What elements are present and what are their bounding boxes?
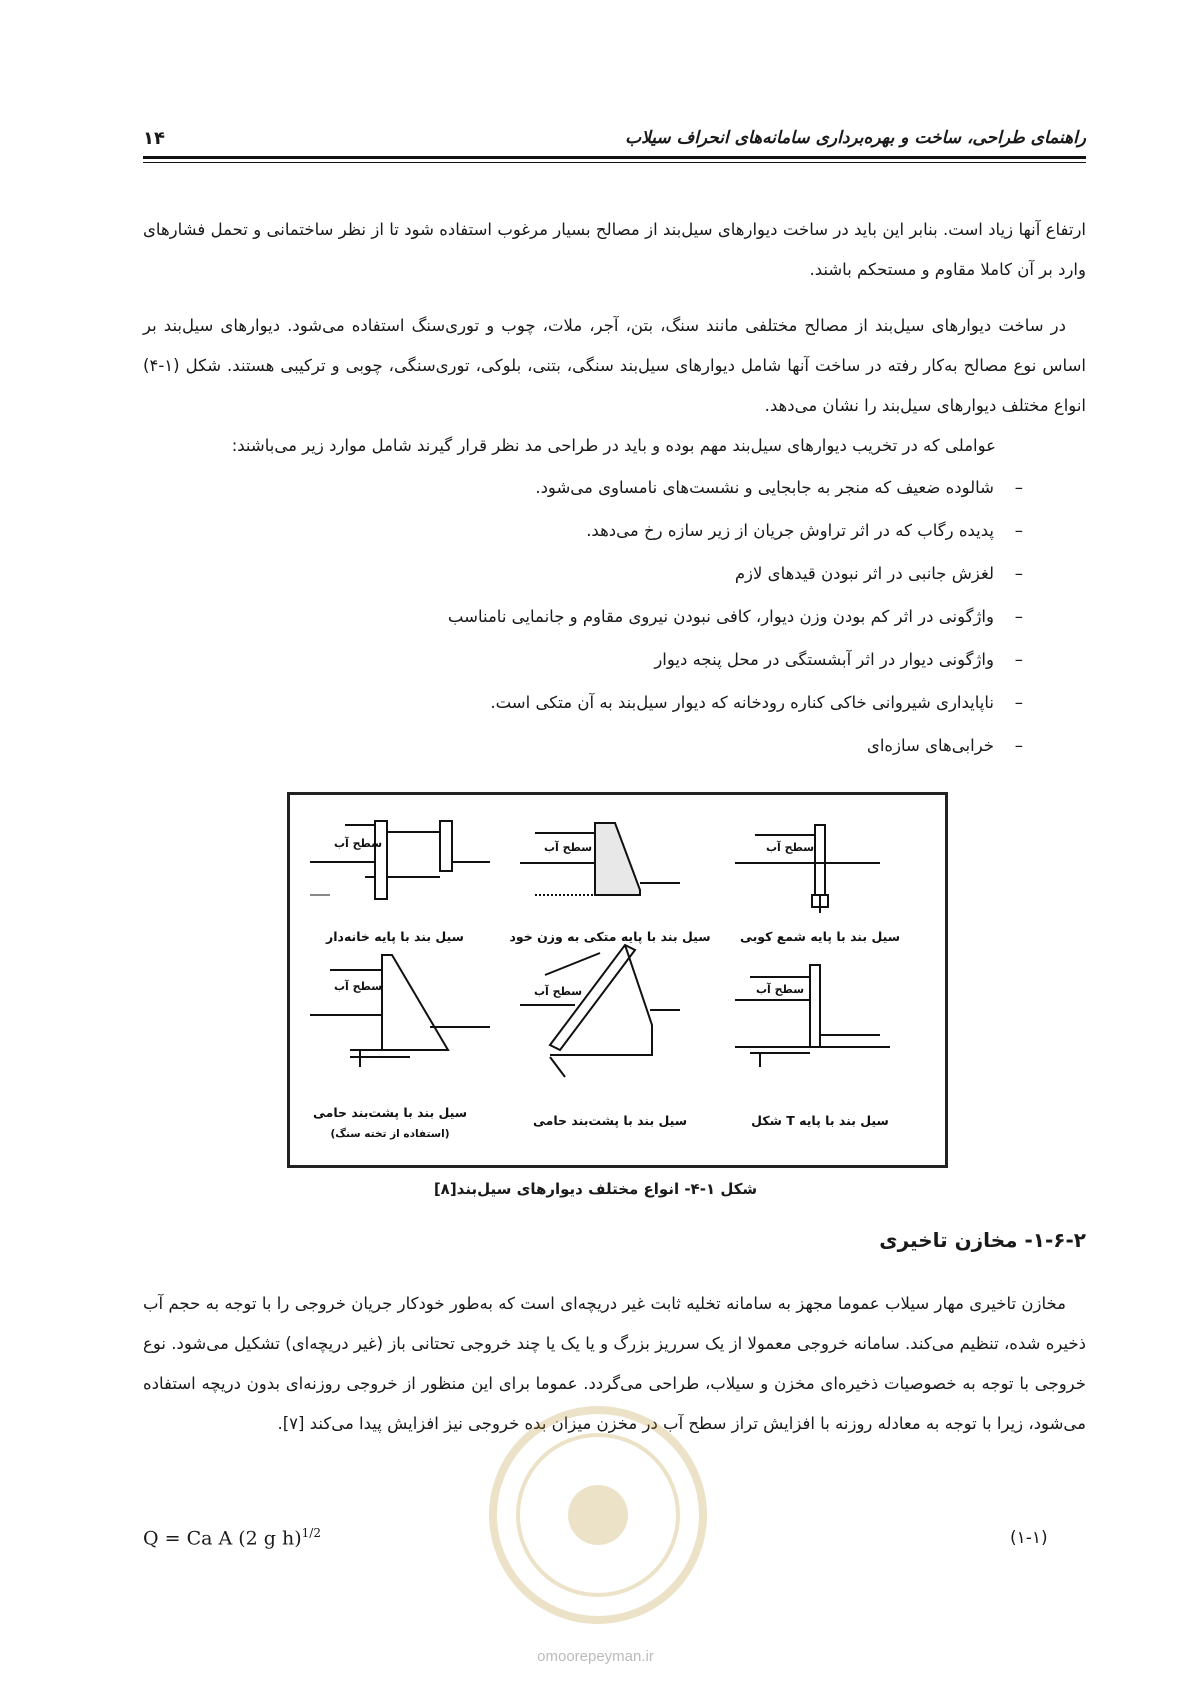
label-buttress: سیل بند با پشت‌بند حامی [532, 1113, 688, 1128]
label-buttress-stone-note: (استفاده از تخته سنگ) [330, 1128, 450, 1140]
floodwall-diagrams [290, 795, 945, 1165]
water-level-label: سطح آب [333, 980, 383, 993]
label-box-base: سیل بند با پایه خانه‌دار [326, 929, 464, 944]
diagram-gravity [520, 823, 680, 895]
list-dash: – [1014, 736, 1023, 755]
floodwall-figure [287, 792, 948, 1168]
paragraph-2: در ساخت دیوارهای سیل‌بند از مصالح مختلفی مانند سنگ، بتن، آجر، ملات، چوب و توری‌سنگ استفاده می‌شود. دیوارهای سیل‌بند بر اساس نوع مصالح به‌کار رفته در ساخت آنها شامل دیوارهای سیل‌بند سنگی، بتنی، بلوکی، توری‌سنگی، چوبی و ترکیبی هستند. شکل (۱-۴) انواع مختلف دیوارهای سیل‌بند را نشان می‌دهد. [143, 316, 1086, 415]
section-heading: ۱-۶-۲- مخازن تاخیری [879, 1228, 1086, 1252]
list-dash: – [1014, 650, 1023, 669]
header-title: راهنمای طراحی، ساخت و بهره‌برداری سامانه‌های انحراف سیلاب [625, 128, 1086, 148]
list-item: – پدیده رگاب که در اثر تراوش جریان از زیر سازه رخ می‌دهد. [143, 509, 1086, 552]
diagram-box-base [310, 821, 490, 899]
equation-number: (۱-۱) [1010, 1528, 1048, 1548]
label-tshape: سیل بند با پایه T شکل [751, 1113, 889, 1128]
paragraph-3: عواملی که در تخریب دیوارهای سیل‌بند مهم بوده و باید در طراحی مد نظر قرار گیرند شامل موارد زیر می‌باشند: [231, 436, 996, 455]
list-dash: – [1014, 478, 1023, 497]
page-number: ۱۴ [143, 128, 165, 149]
label-gravity: سیل بند با پایه متکی به وزن خود [509, 929, 711, 944]
paragraph-1: ارتفاع آنها زیاد است. بنابر این باید در ساخت دیوارهای سیل‌بند از مصالح بسیار مرغوب استفاده شود تا از نظر ساختمانی و تحمل فشارهای وارد بر آن کاملا مقاوم و مستحکم باشند. [143, 220, 1086, 279]
diagram-tshape [735, 965, 890, 1067]
header-rule-thin [143, 162, 1086, 163]
factor-list [143, 466, 1086, 767]
list-item: – واژگونی دیوار در اثر آبشستگی در محل پنجه دیوار [143, 638, 1086, 681]
list-item: – خرابی‌های سازه‌ای [143, 724, 1086, 767]
section-paragraph: مخازن تاخیری مهار سیلاب عموما مجهز به سامانه تخلیه ثابت غیر دریچه‌ای است که به‌طور خودکار جریان خروجی را با توجه به حجم آب ذخیره شده، تنظیم می‌کند. سامانه خروجی معمولا از یک سرریز بزرگ و یا یک یا چند خروجی تحتانی باز (غیر دریچه‌ای) تشکیل می‌شود. نوع خروجی با توجه به خصوصیات ذخیره‌ای مخزن و سیلاب، طراحی می‌گردد. عموما برای این منظور از خروجی روزنه‌ای بدون دریچه استفاده می‌شود، زیرا با توجه به معادله روزنه با افزایش تراز سطح آب در مخزن میزان بده خروجی نیز افزایش پیدا می‌کند [۷]. [143, 1294, 1086, 1433]
diagram-pile [735, 825, 880, 913]
equation-lhs: Q = Ca A (2 g h) [143, 1527, 302, 1550]
watermark-url: omoorepeyman.ir [537, 1648, 654, 1665]
list-item: – واژگونی در اثر کم بودن وزن دیوار، کافی نبودن نیروی مقاوم و جانمایی نامناسب [143, 595, 1086, 638]
diagram-buttress-stone [310, 955, 490, 1067]
water-level-label: سطح آب [533, 985, 583, 998]
list-dash: – [1014, 564, 1023, 583]
equation-exponent: 1/2 [301, 1526, 321, 1540]
water-level-label: سطح آب [543, 841, 593, 854]
orifice-equation [143, 1526, 321, 1549]
list-item: – ناپایداری شیروانی خاکی کناره رودخانه که دیوار سیل‌بند به آن متکی است. [143, 681, 1086, 724]
label-buttress-stone: سیل بند با پشت‌بند حامی [312, 1105, 468, 1120]
list-item: – شالوده ضعیف که منجر به جابجایی و نشست‌های نامساوی می‌شود. [143, 466, 1086, 509]
watermark-seal-icon [483, 1400, 713, 1630]
water-level-label: سطح آب [755, 983, 805, 996]
water-level-label: سطح آب [333, 837, 383, 850]
list-dash: – [1014, 693, 1023, 712]
page-header [143, 120, 1086, 160]
label-pile: سیل بند با پایه شمع کوبی [739, 929, 901, 944]
list-item: – لغزش جانبی در اثر نبودن قیدهای لازم [143, 552, 1086, 595]
water-level-label: سطح آب [765, 841, 815, 854]
diagram-buttress [520, 945, 680, 1077]
list-dash: – [1014, 521, 1023, 540]
list-dash: – [1014, 607, 1023, 626]
figure-caption: شکل ۱-۴- انواع مختلف دیوارهای سیل‌بند[۸] [433, 1180, 758, 1198]
header-rule [143, 156, 1086, 159]
